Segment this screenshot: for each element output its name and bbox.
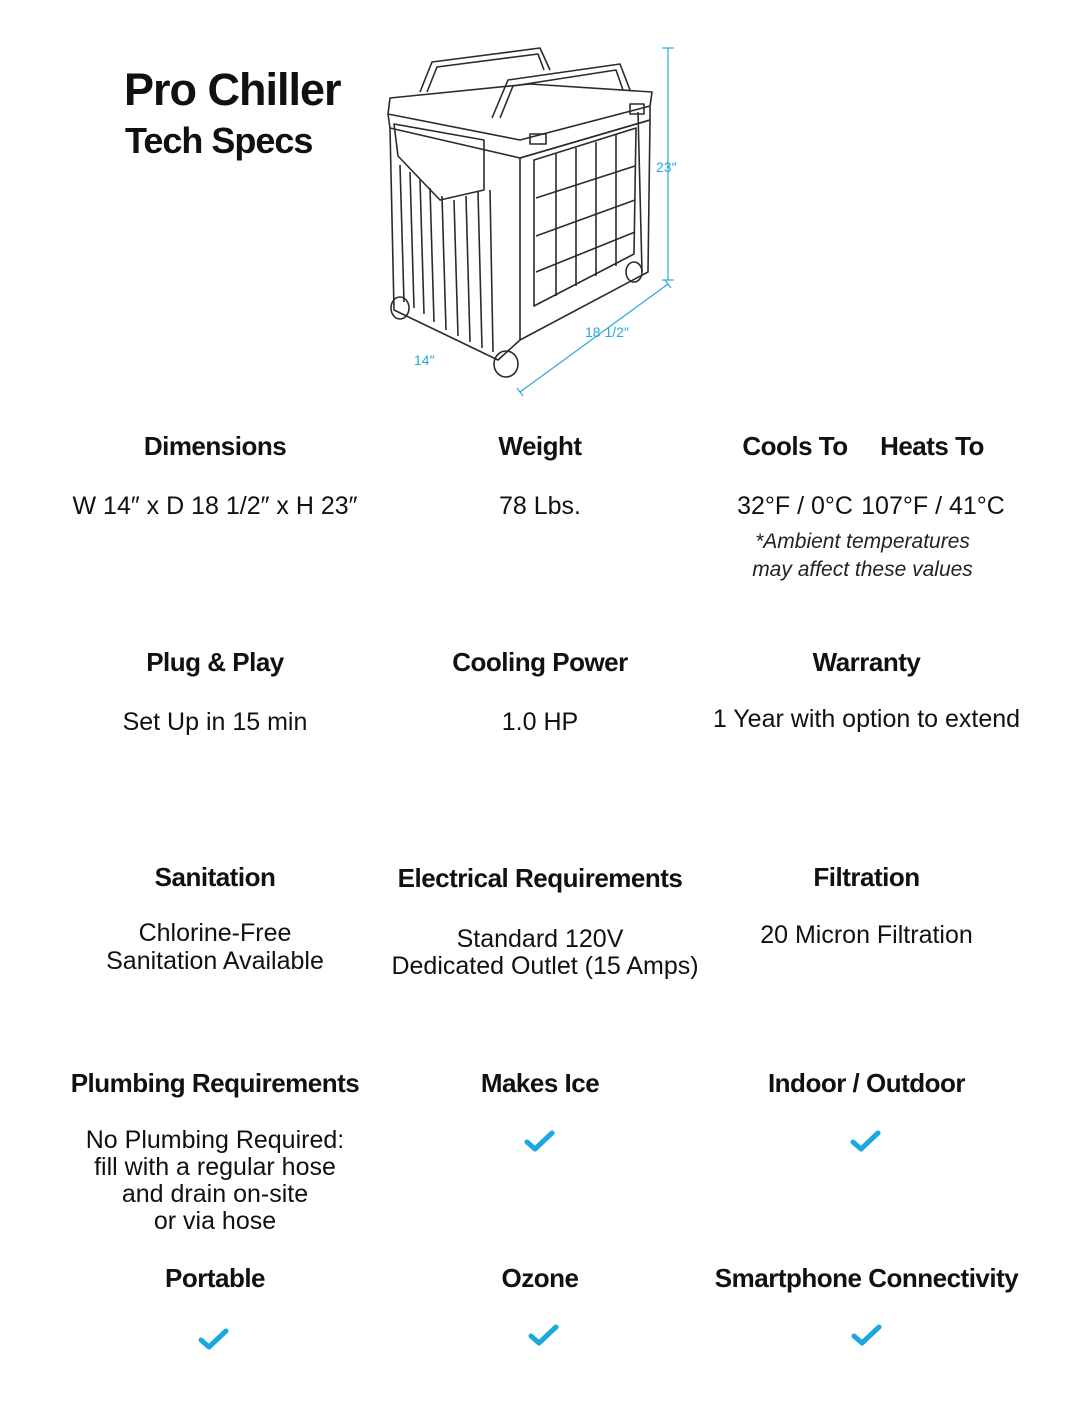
plumbing-label: Plumbing Requirements [70, 1068, 360, 1098]
plumbing-value-line4: or via hose [153, 1207, 277, 1235]
dimensions-value: W 14″ x D 18 1/2″ x H 23″ [72, 492, 358, 520]
warranty-label: Warranty [812, 647, 921, 677]
cooling-power-value: 1.0 HP [501, 708, 579, 736]
weight-value: 78 Lbs. [498, 492, 581, 520]
page-subtitle: Tech Specs [125, 120, 313, 161]
product-title: Pro Chiller [124, 64, 341, 115]
width-dimension-label: 14″ [414, 352, 435, 368]
electrical-value-line2: Dedicated Outlet (15 Amps) [391, 952, 699, 980]
depth-dimension-label: 18 1/2″ [585, 324, 629, 340]
cools-to-label: Cools To [742, 431, 848, 461]
cools-to-value: 32°F / 0°C [737, 492, 853, 520]
handle-right [492, 64, 630, 118]
sanitation-value-line1: Chlorine-Free [138, 919, 292, 947]
ozone-label: Ozone [501, 1263, 579, 1293]
electrical-label: Electrical Requirements [397, 863, 683, 893]
plumbing-value-line3: and drain on-site [121, 1180, 309, 1208]
ozone-checkmark-icon [527, 1322, 561, 1348]
filtration-value: 20 Micron Filtration [760, 921, 973, 949]
dimensions-label: Dimensions [143, 431, 287, 461]
temperature-note-line1: *Ambient temperatures [755, 530, 970, 553]
smartphone-label: Smartphone Connectivity [714, 1263, 1019, 1293]
plumbing-value-line1: No Plumbing Required: [85, 1126, 345, 1154]
portable-label: Portable [164, 1263, 266, 1293]
cooling-power-label: Cooling Power [452, 647, 628, 677]
heats-to-label: Heats To [880, 431, 984, 461]
plug-play-value: Set Up in 15 min [122, 708, 308, 736]
makes-ice-label: Makes Ice [480, 1068, 600, 1098]
smartphone-checkmark-icon [850, 1322, 884, 1348]
temperature-note-line2: may affect these values [752, 558, 973, 581]
filtration-label: Filtration [813, 862, 920, 892]
sanitation-label: Sanitation [154, 862, 276, 892]
indoor-outdoor-checkmark-icon [849, 1128, 883, 1154]
heats-to-value: 107°F / 41°C [861, 492, 1005, 520]
sanitation-value-line2: Sanitation Available [106, 947, 324, 975]
warranty-value: 1 Year with option to extend [712, 705, 1021, 733]
plumbing-value-line2: fill with a regular hose [94, 1153, 336, 1181]
weight-label: Weight [498, 431, 582, 461]
indoor-outdoor-label: Indoor / Outdoor [767, 1068, 966, 1098]
portable-checkmark-icon [197, 1326, 231, 1352]
product-illustration [380, 40, 700, 400]
height-dimension-label: 23″ [656, 159, 677, 175]
makes-ice-checkmark-icon [523, 1128, 557, 1154]
electrical-value-line1: Standard 120V [456, 925, 624, 953]
plug-play-label: Plug & Play [146, 647, 284, 677]
